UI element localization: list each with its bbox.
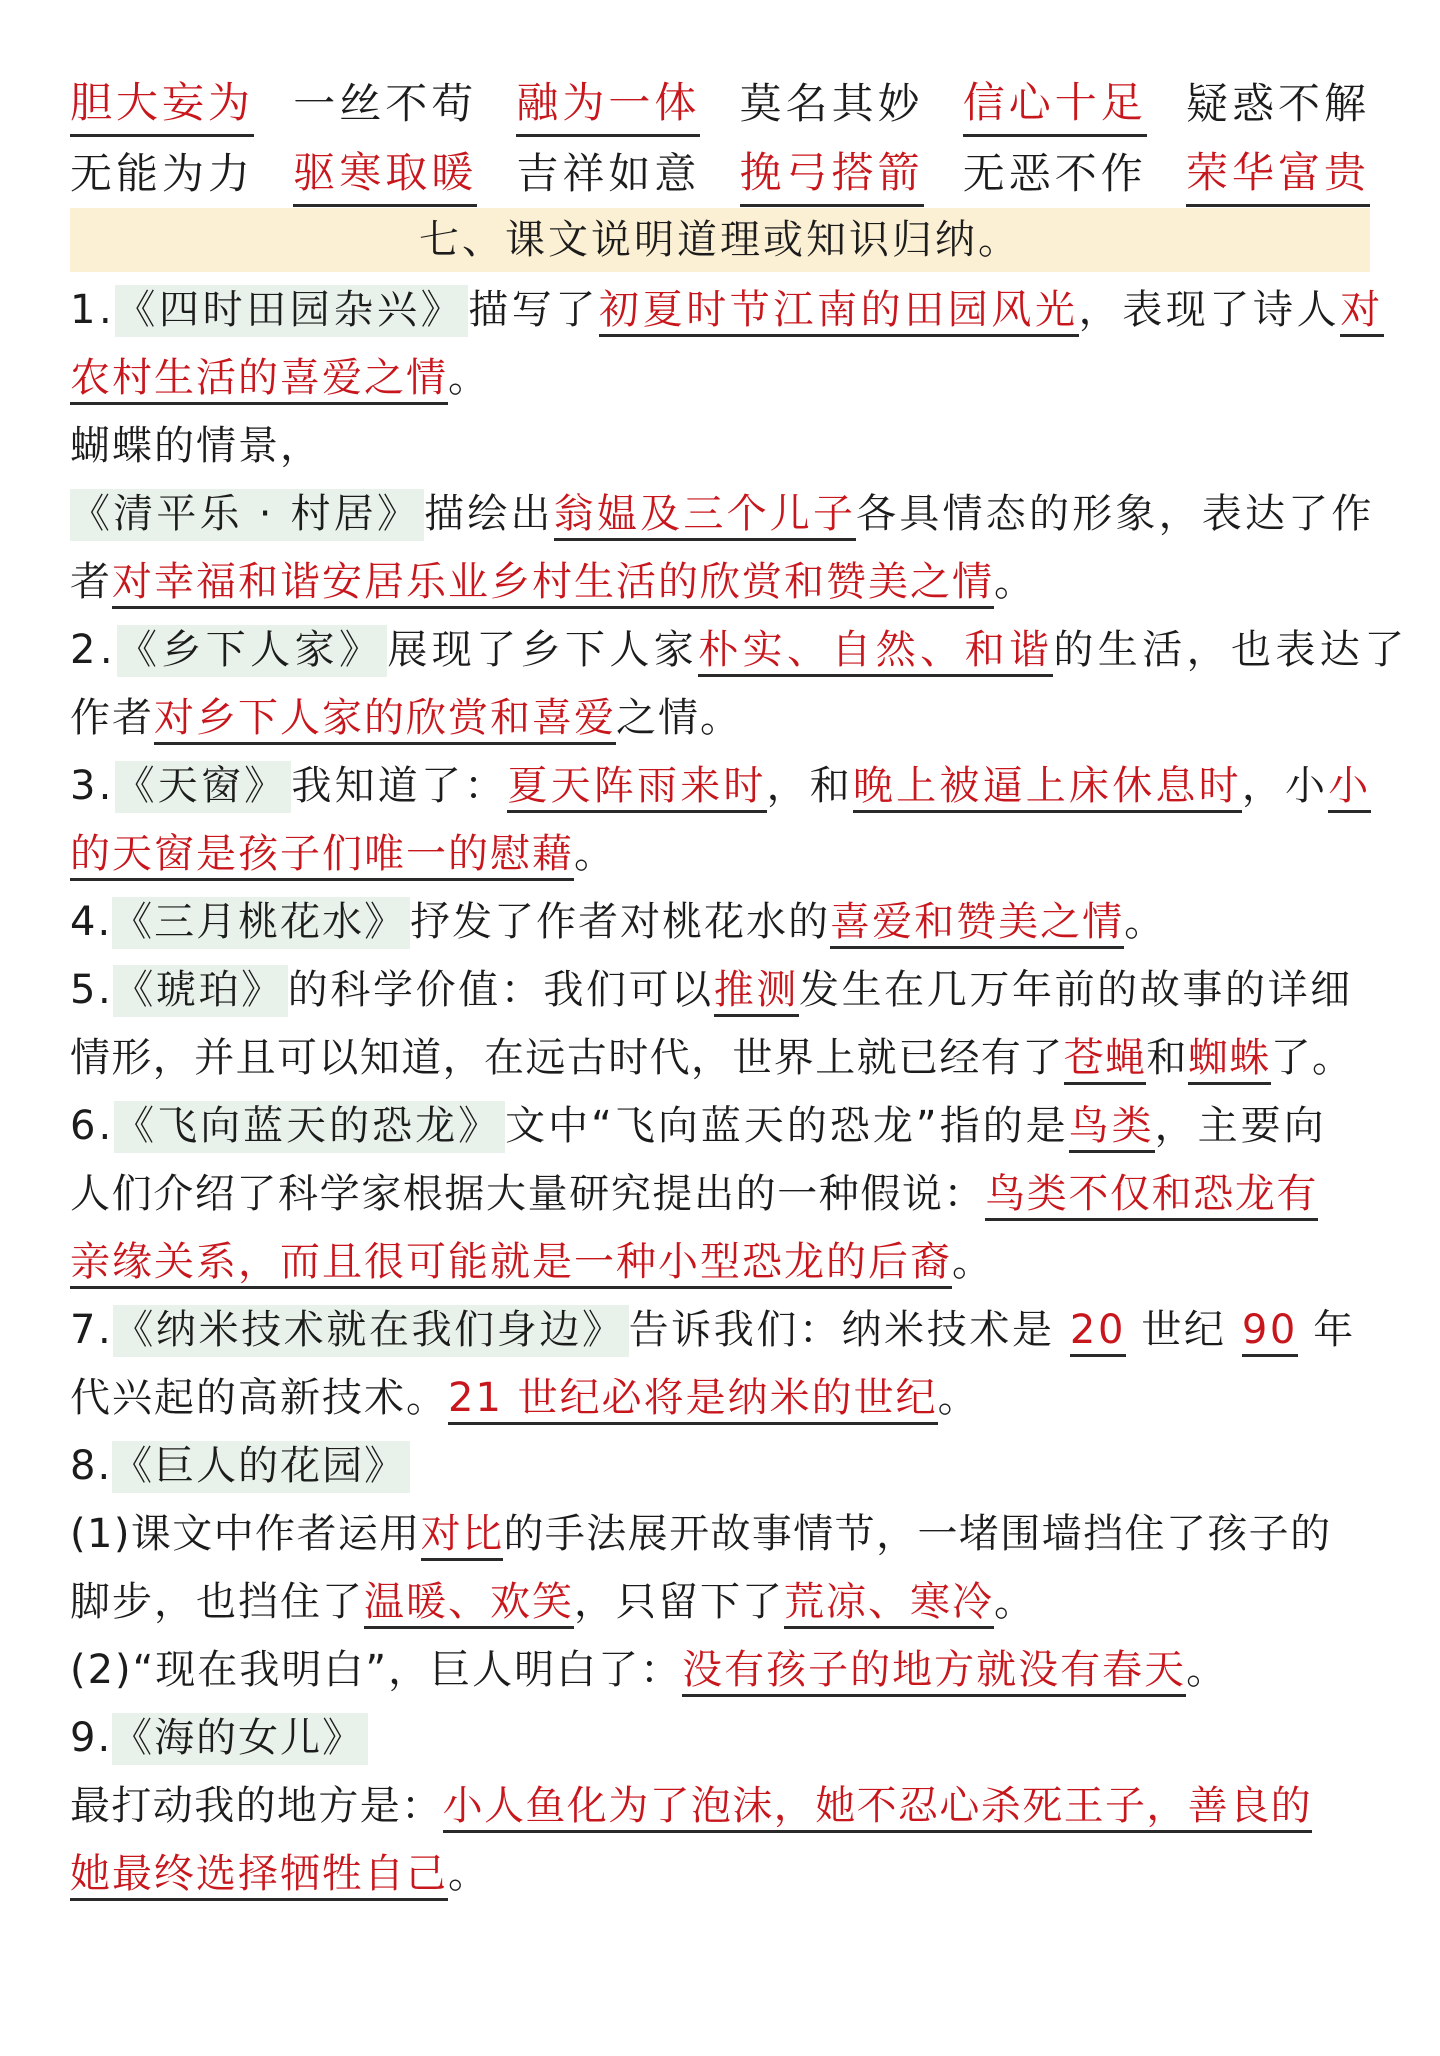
text: 。 [1124, 899, 1167, 945]
text: 。 [448, 1851, 490, 1897]
item-6-line-2 [70, 1160, 1375, 1228]
item-9-line-1 [70, 1704, 1375, 1772]
text: 最打动我的地方是： [70, 1783, 443, 1829]
text: 。 [937, 1375, 980, 1421]
item-number: 7. [70, 1307, 114, 1353]
idiom: 疑惑不解 [1185, 79, 1370, 128]
item-2-line-2 [70, 684, 1375, 752]
answer: 亲缘关系，而且很可能就是一种小型恐龙的后裔 [70, 1239, 952, 1289]
item-4-line-1 [70, 888, 1375, 956]
text: 我知道了： [291, 763, 508, 809]
item-9-line-3 [70, 1840, 1375, 1908]
answer: 小 [1328, 763, 1371, 813]
text: 描写了 [468, 287, 599, 333]
text: 。 [448, 355, 490, 401]
lesson-title: 《三月桃花水》 [112, 897, 410, 949]
lesson-title: 《海的女儿》 [112, 1713, 368, 1765]
item-number: 3. [70, 763, 115, 809]
item-number: 9. [70, 1715, 113, 1761]
idiom: 莫名其妙 [739, 79, 924, 128]
text: 人们介绍了科学家根据大量研究提出的一种假说： [70, 1171, 986, 1217]
answer: 对乡下人家的欣赏和喜爱 [154, 695, 616, 745]
text: 描绘出 [424, 491, 554, 537]
lesson-title: 《四时田园杂兴》 [115, 285, 468, 337]
item-number: 4. [70, 899, 113, 945]
text: 脚步，也挡住了 [70, 1579, 364, 1625]
item-8-line-4 [70, 1636, 1375, 1704]
text: 者 [70, 559, 112, 605]
item-1-line-2 [70, 344, 1375, 412]
answer: 推测 [714, 967, 799, 1017]
item-7-line-1 [70, 1296, 1375, 1364]
text: ，小 [1241, 763, 1329, 809]
answer: 蜘蛛 [1188, 1035, 1271, 1085]
answer: 对比 [421, 1511, 504, 1561]
text: 之情。 [616, 695, 742, 741]
text: (2)“现在我明白”，巨人明白了： [70, 1647, 683, 1693]
answer: 晚上被逼上床休息时 [853, 763, 1242, 813]
answer: 对 [1340, 287, 1384, 337]
text: 的手法展开故事情节，一堵围墙挡住了孩子的 [503, 1511, 1332, 1557]
item-6-line-1 [70, 1092, 1375, 1160]
answer: 鸟类 [1069, 1103, 1155, 1153]
text: 。 [994, 559, 1036, 605]
item-8-line-1 [70, 1432, 1375, 1500]
lesson-title: 《天窗》 [115, 761, 292, 813]
item-7-line-2 [70, 1364, 1375, 1432]
idiom-answer: 融为一体 [516, 70, 700, 137]
idiom-row-2 [70, 138, 1370, 208]
answer: 农村生活的喜爱之情 [70, 355, 448, 405]
text: 抒发了作者对桃花水的 [410, 899, 831, 945]
item-number: 1. [70, 287, 116, 333]
answer: 没有孩子的地方就没有春天 [682, 1647, 1186, 1697]
text: 发生在几万年前的故事的详细 [798, 967, 1353, 1013]
idiom: 一丝不苟 [293, 79, 478, 128]
answer: 荒凉、寒冷 [784, 1579, 994, 1629]
answer: 鸟类不仅和恐龙有 [985, 1171, 1318, 1221]
item-1-line-3 [70, 412, 1375, 480]
item-number: 5. [70, 967, 114, 1013]
item-number: 2. [70, 627, 117, 673]
answer: 初夏时节江南的田园风光 [599, 287, 1079, 337]
answer: 对幸福和谐安居乐业乡村生活的欣赏和赞美之情 [112, 559, 994, 609]
answer: 90 [1242, 1307, 1298, 1357]
text: ，主要向 [1154, 1103, 1327, 1149]
item-1-line-5 [70, 548, 1375, 616]
idiom-answer: 挽弓搭箭 [740, 140, 924, 207]
text: 展现了乡下人家 [387, 627, 699, 673]
text: ，只留下了 [574, 1579, 784, 1625]
text: (1)课文中作者运用 [70, 1511, 421, 1557]
item-2-line-1 [70, 616, 1409, 684]
item-1-line-4 [70, 480, 1375, 548]
idiom-answer: 信心十足 [963, 70, 1147, 137]
item-number: 8. [70, 1443, 113, 1489]
text: 各具情态的形象，表达了作 [856, 491, 1375, 537]
item-8-line-3 [70, 1568, 1375, 1636]
text: 世纪 [1126, 1307, 1242, 1353]
lesson-title: 《清平乐 · 村居》 [70, 489, 424, 541]
idiom: 无能为力 [70, 149, 255, 198]
item-6-line-3 [70, 1228, 1375, 1296]
text: ，表现了诗人 [1078, 287, 1341, 333]
answer: 翁媪及三个儿子 [554, 491, 856, 541]
text: 的科学价值：我们可以 [287, 967, 714, 1013]
text: 年 [1297, 1307, 1356, 1353]
answer: 喜爱和赞美之情 [830, 899, 1124, 949]
answer: 朴实、自然、和谐 [698, 627, 1053, 677]
item-number: 6. [70, 1103, 115, 1149]
text: 。 [994, 1579, 1036, 1625]
lesson-title: 《纳米技术就在我们身边》 [113, 1305, 628, 1357]
text: 蝴蝶的情景， [70, 423, 322, 469]
item-3-line-2 [70, 820, 1375, 888]
idiom-answer: 胆大妄为 [70, 70, 254, 137]
text: 。 [952, 1239, 994, 1285]
item-5-line-2 [70, 1024, 1375, 1092]
item-5-line-1 [70, 956, 1375, 1024]
answer: 的天窗是孩子们唯一的慰藉 [70, 831, 574, 881]
text: 代兴起的高新技术。 [70, 1375, 448, 1421]
text: 的生活，也表达了 [1053, 627, 1409, 673]
item-9-line-2 [70, 1772, 1375, 1840]
text: 文中“飞向蓝天的恐龙”指的是 [505, 1103, 1069, 1149]
answer: 苍蝇 [1064, 1035, 1147, 1085]
answer: 小人鱼化为了泡沫，她不忍心杀死王子，善良的 [443, 1783, 1312, 1833]
idiom-answer: 驱寒取暖 [293, 140, 477, 207]
answer: 夏天阵雨来时 [507, 763, 766, 813]
text: ，和 [766, 763, 853, 809]
knowledge-summary [70, 276, 1409, 1908]
text: 。 [574, 831, 616, 877]
lesson-title: 《飞向蓝天的恐龙》 [114, 1101, 505, 1153]
answer: 20 [1070, 1307, 1126, 1357]
idiom-grid [70, 68, 1370, 208]
idiom-row-1 [70, 68, 1370, 138]
text: 告诉我们：纳米技术是 [628, 1307, 1070, 1353]
lesson-title: 《琥珀》 [113, 965, 287, 1017]
text: 。 [1186, 1647, 1229, 1693]
text: 情形，并且可以知道，在远古时代，世界上就已经有了 [70, 1035, 1064, 1081]
idiom: 吉祥如意 [516, 149, 701, 198]
item-1-line-1 [70, 276, 1384, 344]
lesson-title: 《巨人的花园》 [112, 1441, 410, 1493]
text: 和 [1146, 1035, 1188, 1081]
answer: 她最终选择牺牲自己 [70, 1851, 448, 1901]
answer: 21 世纪必将是纳米的世纪 [448, 1375, 938, 1425]
text: 了。 [1270, 1035, 1354, 1081]
text: 作者 [70, 695, 154, 741]
lesson-title: 《乡下人家》 [117, 625, 387, 677]
item-8-line-2 [70, 1500, 1375, 1568]
item-3-line-1 [70, 752, 1375, 820]
idiom: 无恶不作 [962, 149, 1147, 198]
answer: 温暖、欢笑 [364, 1579, 574, 1629]
section-title: 七、课文说明道理或知识归纳。 [70, 208, 1370, 272]
idiom-answer: 荣华富贵 [1186, 140, 1370, 207]
